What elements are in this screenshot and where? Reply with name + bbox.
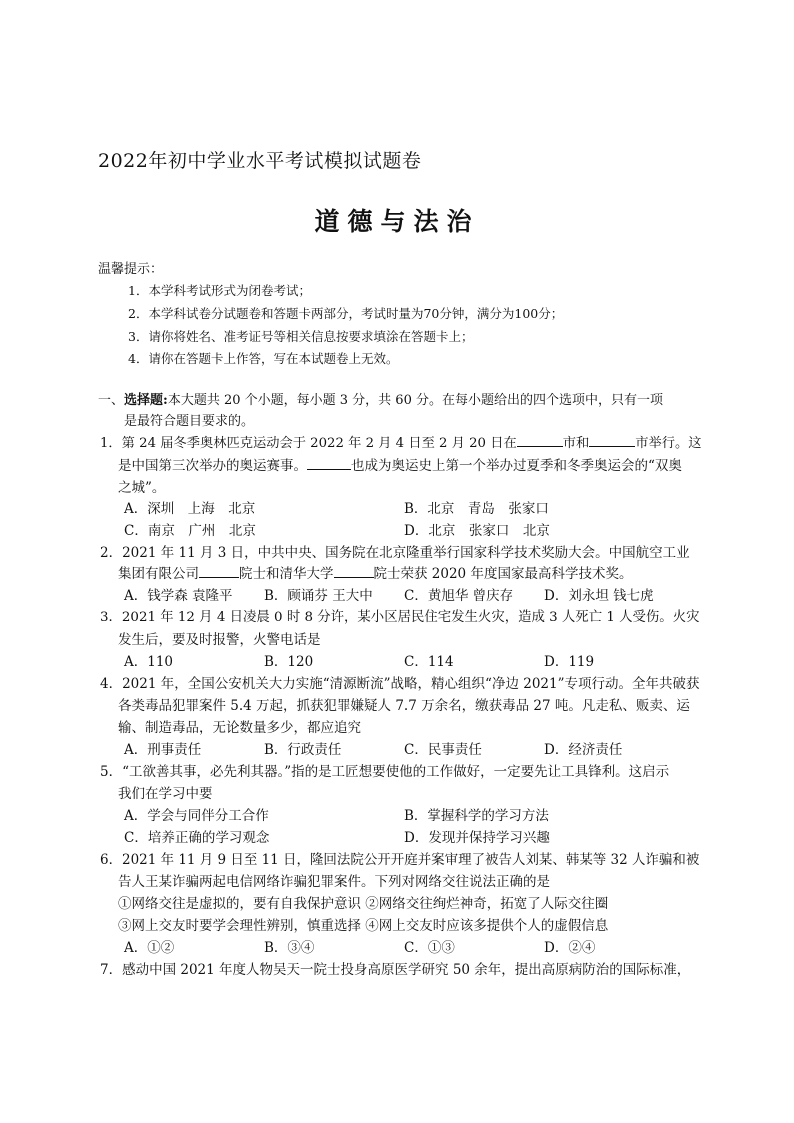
q1-text-c: 市举行。这	[635, 436, 702, 451]
q1-text-e: 也成为奥运史上第一个举办过夏季和冬季奥运会的“双奥	[351, 458, 682, 474]
tip-item: 4．请你在答题卡上作答，写在本试题卷上无效。	[128, 351, 399, 366]
question-1-line	[118, 454, 682, 474]
tip-item: 1．本学科考试形式为闭卷考试；	[128, 283, 311, 298]
question-5-line: 我们在学习中要	[118, 786, 213, 802]
answer-blank	[334, 565, 374, 578]
question-5-line: 5．“工欲善其事，必先利其器。”指的是工匠想要使他的工作做好，一定要先让工具锋利。这启示	[100, 764, 670, 780]
q1-option-c: C．南京 广州 北京	[124, 523, 256, 539]
q6-option-d: D．②④	[544, 940, 596, 956]
question-6-line: 告人王某诈骗两起电信网络诈骗犯罪案件。下列对网络交往说法正确的是	[118, 874, 550, 890]
answer-blank	[589, 434, 635, 447]
question-3-line: 发生后，要及时报警，火警电话是	[118, 632, 321, 648]
q2-text-b: 院士和清华大学	[239, 566, 334, 582]
question-7-line: 7．感动中国 2021 年度人物吴天一院士投身高原医学研究 50 余年，提出高原病防治的国际标准，	[100, 962, 691, 978]
question-1-line: 之城”。	[118, 480, 166, 496]
answer-blank	[517, 434, 563, 447]
q1-text-d: 是中国第三次举办的奥运赛事。	[118, 458, 307, 474]
q4-option-b: B．行政责任	[264, 742, 342, 758]
q1-option-a: A．深圳 上海 北京	[124, 501, 256, 517]
question-6-line: 6．2021 年 11 月 9 日至 11 日，隆回法院公开开庭并案审理了被告人刘某、韩某等 32 人诈骗和被	[100, 852, 700, 868]
q1-option-d: D．北京 张家口 北京	[404, 523, 550, 539]
q5-option-b: B．掌握科学的学习方法	[404, 808, 549, 824]
answer-blank	[199, 565, 239, 578]
q6-option-b: B．③④	[264, 940, 315, 956]
q1-text-a: 1．第 24 届冬季奥林匹克运动会于 2022 年 2 月 4 日至 2 月 20 日在	[100, 436, 517, 451]
q2-text-c: 院士荣获 2020 年度国家最高科学技术奖。	[373, 566, 633, 582]
question-4-line: 4．2021 年，全国公安机关大力实施“清源断流”战略，精心组织“净边 2021”专项行动。全年共破获	[100, 676, 700, 692]
question-1-line	[100, 432, 702, 451]
question-3-line: 3．2021 年 12 月 4 日凌晨 0 时 8 分许，某小区居民住宅发生火灾，造成 3 人死亡 1 人受伤。火灾	[100, 610, 700, 625]
tip-item: 3．请你将姓名、准考证号等相关信息按要求填涂在答题卡上；	[128, 329, 474, 344]
q1-option-b: B．北京 青岛 张家口	[404, 501, 549, 517]
q3-option-b: B．120	[264, 654, 314, 670]
q4-option-c: C．民事责任	[404, 742, 482, 758]
q1-text-b: 市和	[562, 436, 590, 451]
q2-option-d: D．刘永坦 钱七虎	[544, 588, 654, 604]
q2-option-c: C．黄旭华 曾庆存	[404, 588, 514, 604]
q4-option-a: A．刑事责任	[124, 742, 202, 758]
q2-option-b: B．顾诵芬 王大中	[264, 588, 373, 604]
q2-text-a: 集团有限公司	[118, 566, 199, 582]
q6-option-a: A．①②	[124, 940, 175, 956]
tips-label: 温馨提示：	[98, 262, 164, 277]
q3-option-a: A．110	[124, 654, 174, 670]
tip-item: 2．本学科试卷分试题卷和答题卡两部分，考试时量为70分钟，满分为100分；	[128, 306, 564, 321]
q2-option-a: A．钱学森 袁隆平	[124, 588, 233, 604]
answer-blank	[307, 457, 351, 470]
section-heading	[98, 389, 663, 408]
question-2-line	[118, 562, 632, 582]
section-bold-label: 选择题:	[124, 393, 168, 408]
question-4-line: 输、制造毒品，无论数量多少，都应追究	[118, 720, 361, 736]
section-prefix: 一、	[98, 393, 125, 408]
subject-title: 道德与法治	[314, 207, 480, 236]
q5-option-a: A．学会与同伴分工合作	[124, 808, 269, 824]
q4-option-d: D．经济责任	[544, 742, 623, 758]
section-text-cont: 是最符合题目要求的。	[124, 414, 255, 429]
section-text: 本大题共 20 个小题，每小题 3 分，共 60 分。在每小题给出的四个选项中，只有一项	[167, 393, 663, 408]
q5-option-d: D．发现并保持学习兴趣	[404, 830, 550, 846]
question-2-line: 2．2021 年 11 月 3 日，中共中央、国务院在北京隆重举行国家科学技术奖励大会。中国航空工业	[100, 545, 690, 561]
q5-option-c: C．培养正确的学习观念	[124, 830, 270, 846]
question-4-line: 各类毒品犯罪案件 5.4 万起，抓获犯罪嫌疑人 7.7 万余名，缴获毒品 27 吨。凡走私、贩卖、运	[118, 698, 690, 714]
question-6-statements: ①网络交往是虚拟的，要有自我保护意识 ②网络交往绚烂神奇，拓宽了人际交往圈	[118, 896, 609, 912]
q6-option-c: C．①③	[404, 940, 455, 956]
question-6-statements: ③网上交友时要学会理性辨别，慎重选择 ④网上交友时应该多提供个人的虚假信息	[118, 918, 609, 934]
q3-option-d: D．119	[544, 654, 595, 670]
exam-title: 2022年初中学业水平考试模拟试题卷	[98, 150, 422, 172]
q3-option-c: C．114	[404, 654, 454, 670]
